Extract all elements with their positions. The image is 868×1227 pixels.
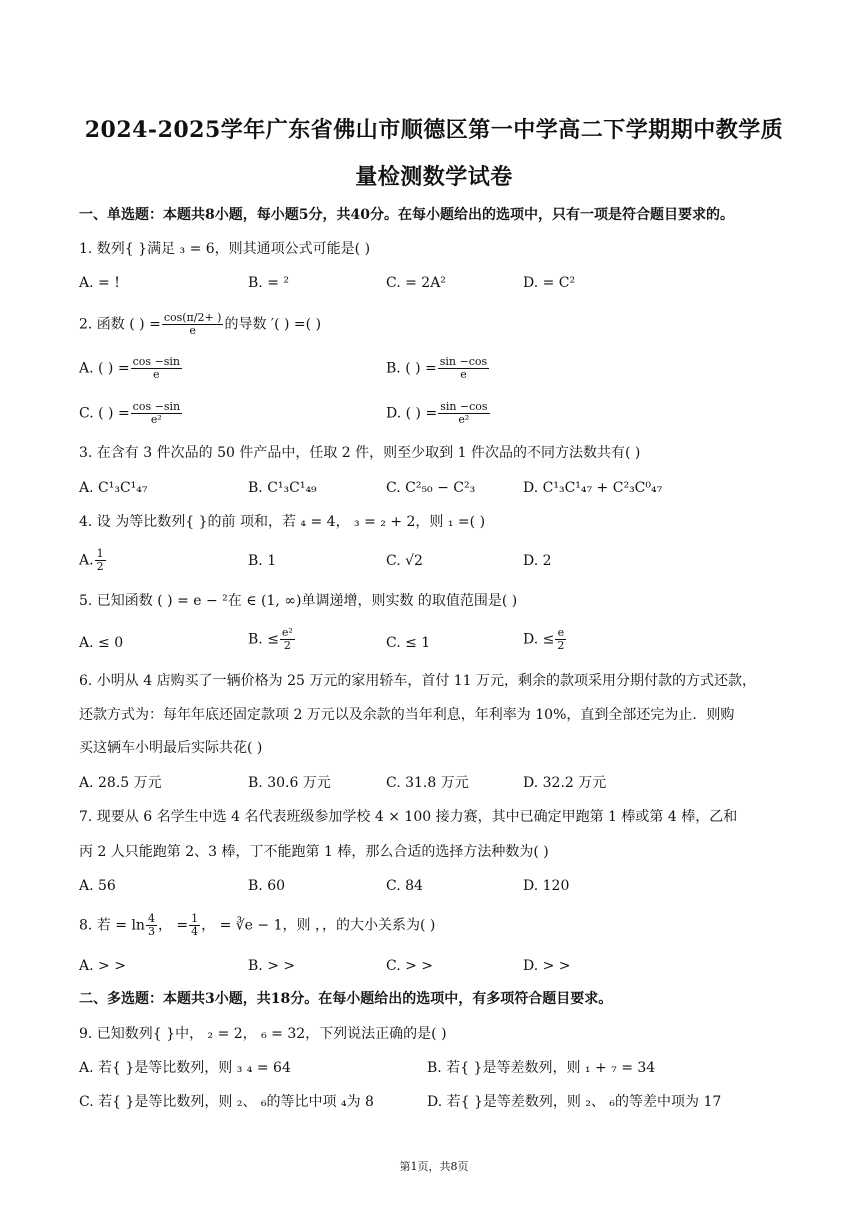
q8-option-b: B. > > bbox=[248, 958, 296, 974]
q8-f2-num: 1 bbox=[191, 912, 199, 925]
q6-line-3: 买这辆车小明最后实际共花( ) bbox=[79, 740, 263, 756]
section-1-heading: 一、单选题：本题共8小题，每小题5分，共40分。在每小题给出的选项中，只有一项是符合题目要求的。 bbox=[79, 207, 734, 223]
q4-a-num: 1 bbox=[96, 547, 104, 560]
q2-d-pre: D. ( ) = bbox=[386, 405, 438, 422]
q2-fraction bbox=[162, 312, 224, 337]
q4-option-b: B. 1 bbox=[248, 553, 277, 569]
q7-option-d: D. 120 bbox=[523, 878, 570, 894]
q8-f1-den: 3 bbox=[147, 925, 155, 938]
q7-option-c: C. 84 bbox=[386, 878, 423, 894]
q9-option-b: B. 若{ }是等差数列，则 ₁ + ₇ = 34 bbox=[427, 1060, 656, 1076]
q1-option-c: C. = 2A² bbox=[386, 275, 446, 291]
q1-stem: 1. 数列{ }满足 ₃ = 6，则其通项公式可能是( ) bbox=[79, 241, 371, 257]
q8-stem-post: ， = ∛e − 1，则 ，，的大小关系为( ) bbox=[201, 917, 436, 934]
q2-stem-pre: 2. 函数 ( ) = bbox=[79, 316, 161, 333]
q2-c-num: cos −sin bbox=[132, 400, 181, 413]
q2-c-frac bbox=[131, 401, 182, 426]
q3-option-b: B. C¹₃C¹₄₉ bbox=[248, 480, 317, 496]
q2-option-b bbox=[386, 356, 490, 381]
q2-a-num: cos −sin bbox=[132, 355, 180, 368]
q7-option-b: B. 60 bbox=[248, 878, 286, 894]
q6-option-a: A. 28.5 万元 bbox=[79, 775, 162, 791]
q8-option-d: D. > > bbox=[523, 958, 571, 974]
q5-option-a: A. ≤ 0 bbox=[79, 635, 124, 651]
q9-stem: 9. 已知数列{ }中， ₂ = 2， ₆ = 32，下列说法正确的是( ) bbox=[79, 1026, 447, 1042]
q2-b-den: e bbox=[460, 368, 467, 381]
q2-d-frac bbox=[438, 401, 489, 426]
q2-d-num: sin −cos bbox=[440, 400, 488, 413]
q3-option-a: A. C¹₃C¹₄₇ bbox=[79, 480, 148, 496]
q2-option-a bbox=[79, 356, 183, 381]
q9-option-d: D. 若{ }是等差数列，则 ₂、 ₆的等差中项为 17 bbox=[427, 1094, 722, 1110]
q5-d-num: e bbox=[555, 627, 566, 640]
q8-f2-den: 4 bbox=[191, 925, 199, 938]
q5-d-frac bbox=[555, 627, 566, 652]
q2-frac-den: e bbox=[189, 324, 196, 337]
q5-d-den: 2 bbox=[557, 639, 565, 652]
q5-b-frac bbox=[280, 627, 295, 652]
q4-option-a bbox=[79, 548, 107, 573]
q2-option-c bbox=[79, 401, 183, 426]
q4-stem: 4. 设 为等比数列{ }的前 项和，若 ₄ = 4， ₃ = ₂ + 2，则 ₁ =( ) bbox=[79, 514, 486, 530]
q8-frac-1 bbox=[146, 913, 157, 938]
exam-title-line-1: 2024-2025学年广东省佛山市顺德区第一中学高二下学期期中教学质 bbox=[84, 117, 784, 143]
q9-option-c: C. 若{ }是等比数列，则 ₂、 ₆的等比中项 ₄为 8 bbox=[79, 1094, 374, 1110]
q5-b-den: 2 bbox=[283, 639, 291, 652]
q5-b-pre: B. ≤ bbox=[248, 631, 279, 648]
q2-c-pre: C. ( ) = bbox=[79, 405, 130, 422]
q5-d-pre: D. ≤ bbox=[523, 631, 555, 648]
q2-option-d bbox=[386, 401, 491, 426]
q2-a-den: e bbox=[153, 368, 160, 381]
q4-a-den: 2 bbox=[96, 560, 104, 573]
q2-a-frac bbox=[131, 356, 182, 381]
q6-option-d: D. 32.2 万元 bbox=[523, 775, 607, 791]
q3-option-d: D. C¹₃C¹₄₇ + C²₃C⁰₄₇ bbox=[523, 480, 663, 496]
q8-frac-2 bbox=[189, 913, 200, 938]
q2-a-pre: A. ( ) = bbox=[79, 360, 130, 377]
page-footer: 第1页，共8页 bbox=[399, 1160, 469, 1173]
q7-line-1: 7. 现要从 6 名学生中选 4 名代表班级参加学校 4 × 100 接力赛，其中已确定甲跑第 1 棒或第 4 棒，乙和 bbox=[79, 809, 738, 825]
q5-option-d bbox=[523, 627, 567, 652]
q8-option-c: C. > > bbox=[386, 958, 434, 974]
q8-f1-num: 4 bbox=[147, 912, 155, 925]
q5-option-c: C. ≤ 1 bbox=[386, 635, 431, 651]
q2-b-pre: B. ( ) = bbox=[386, 360, 437, 377]
q2-frac-num: cos(π/2+ ) bbox=[163, 311, 222, 324]
section-2-heading: 二、多选题：本题共3小题，共18分。在每小题给出的选项中，有多项符合题目要求。 bbox=[79, 991, 613, 1007]
q7-line-2: 丙 2 人只能跑第 2、3 棒，丁不能跑第 1 棒，那么合适的选择方法种数为( ) bbox=[79, 844, 549, 860]
q6-option-b: B. 30.6 万元 bbox=[248, 775, 331, 791]
q6-option-c: C. 31.8 万元 bbox=[386, 775, 469, 791]
q8-stem bbox=[79, 913, 435, 938]
q2-b-frac bbox=[438, 356, 489, 381]
q2-stem-post: 的导数 ′( ) =( ) bbox=[224, 316, 322, 333]
q1-option-d: D. = C² bbox=[523, 275, 576, 291]
q8-option-a: A. > > bbox=[79, 958, 126, 974]
q4-a-pre: A. bbox=[79, 552, 94, 569]
q2-c-den: e² bbox=[150, 413, 162, 426]
q4-option-c: C. √2 bbox=[386, 553, 423, 569]
q4-option-d: D. 2 bbox=[523, 553, 552, 569]
q8-stem-mid: ， = bbox=[157, 917, 189, 934]
exam-title-line-2: 量检测数学试卷 bbox=[355, 164, 513, 190]
q3-option-c: C. C²₅₀ − C²₃ bbox=[386, 480, 476, 496]
q3-stem: 3. 在含有 3 件次品的 50 件产品中，任取 2 件，则至少取到 1 件次品的不同方法数共有( ) bbox=[79, 445, 641, 461]
q6-line-2: 还款方式为：每年年底还固定款项 2 万元以及余款的当年利息，年利率为 10%，直到全部还完为止．则购 bbox=[79, 707, 735, 723]
q4-a-frac bbox=[95, 548, 106, 573]
q7-option-a: A. 56 bbox=[79, 878, 116, 894]
q5-option-b bbox=[248, 627, 296, 652]
q2-stem bbox=[79, 312, 321, 337]
q9-option-a: A. 若{ }是等比数列，则 ₃ ₄ = 64 bbox=[79, 1060, 291, 1076]
q6-line-1: 6. 小明从 4 店购买了一辆价格为 25 万元的家用轿车，首付 11 万元，剩余的款项采用分期付款的方式还款， bbox=[79, 673, 757, 689]
q1-option-b: B. = ² bbox=[248, 275, 289, 291]
q2-d-den: e² bbox=[458, 413, 470, 426]
q5-b-num: e² bbox=[281, 626, 293, 639]
q2-b-num: sin −cos bbox=[439, 355, 488, 368]
q8-stem-pre: 8. 若 = ln bbox=[79, 917, 145, 934]
q1-option-a: A. = ! bbox=[79, 275, 120, 291]
q5-stem: 5. 已知函数 ( ) = e − ²在 ∈ (1, ∞)单调递增，则实数 的取值范围是( ) bbox=[79, 593, 518, 609]
